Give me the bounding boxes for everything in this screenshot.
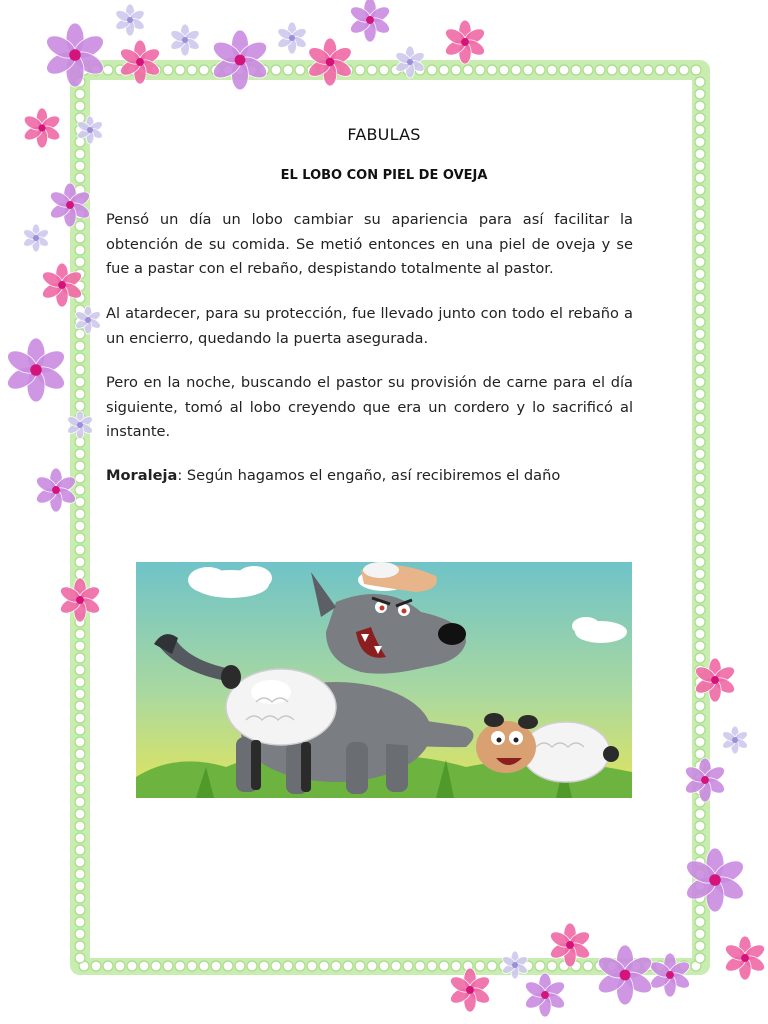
- moral-text: Según hagamos el engaño, así recibiremos el daño: [182, 467, 561, 484]
- paragraph-3: Pero en la noche, buscando el pastor su provisión de carne para el día siguiente, tomó al lobo creyendo que era un cordero y lo sacrificó al instante.: [106, 374, 633, 440]
- moral-line: Moraleja: Según hagamos el engaño, así recibiremos el daño: [106, 467, 561, 484]
- page-title: FABULAS: [347, 125, 421, 144]
- paragraph-1: Pensó un día un lobo cambiar su apariencia para así facilitar la obtención de su comida. Se metió entonces en una piel de oveja y se fue a pastar con el rebaño, despistando totalmente al pastor.: [106, 211, 633, 277]
- fable-title: EL LOBO CON PIEL DE OVEJA: [280, 168, 488, 183]
- paragraph-2: Al atardecer, para su protección, fue llevado junto con todo el rebaño a un encierro, quedando la puerta asegurada.: [106, 305, 633, 347]
- wolf-and-sheep-illustration: [136, 562, 632, 798]
- moral-label: Moraleja: [106, 467, 178, 484]
